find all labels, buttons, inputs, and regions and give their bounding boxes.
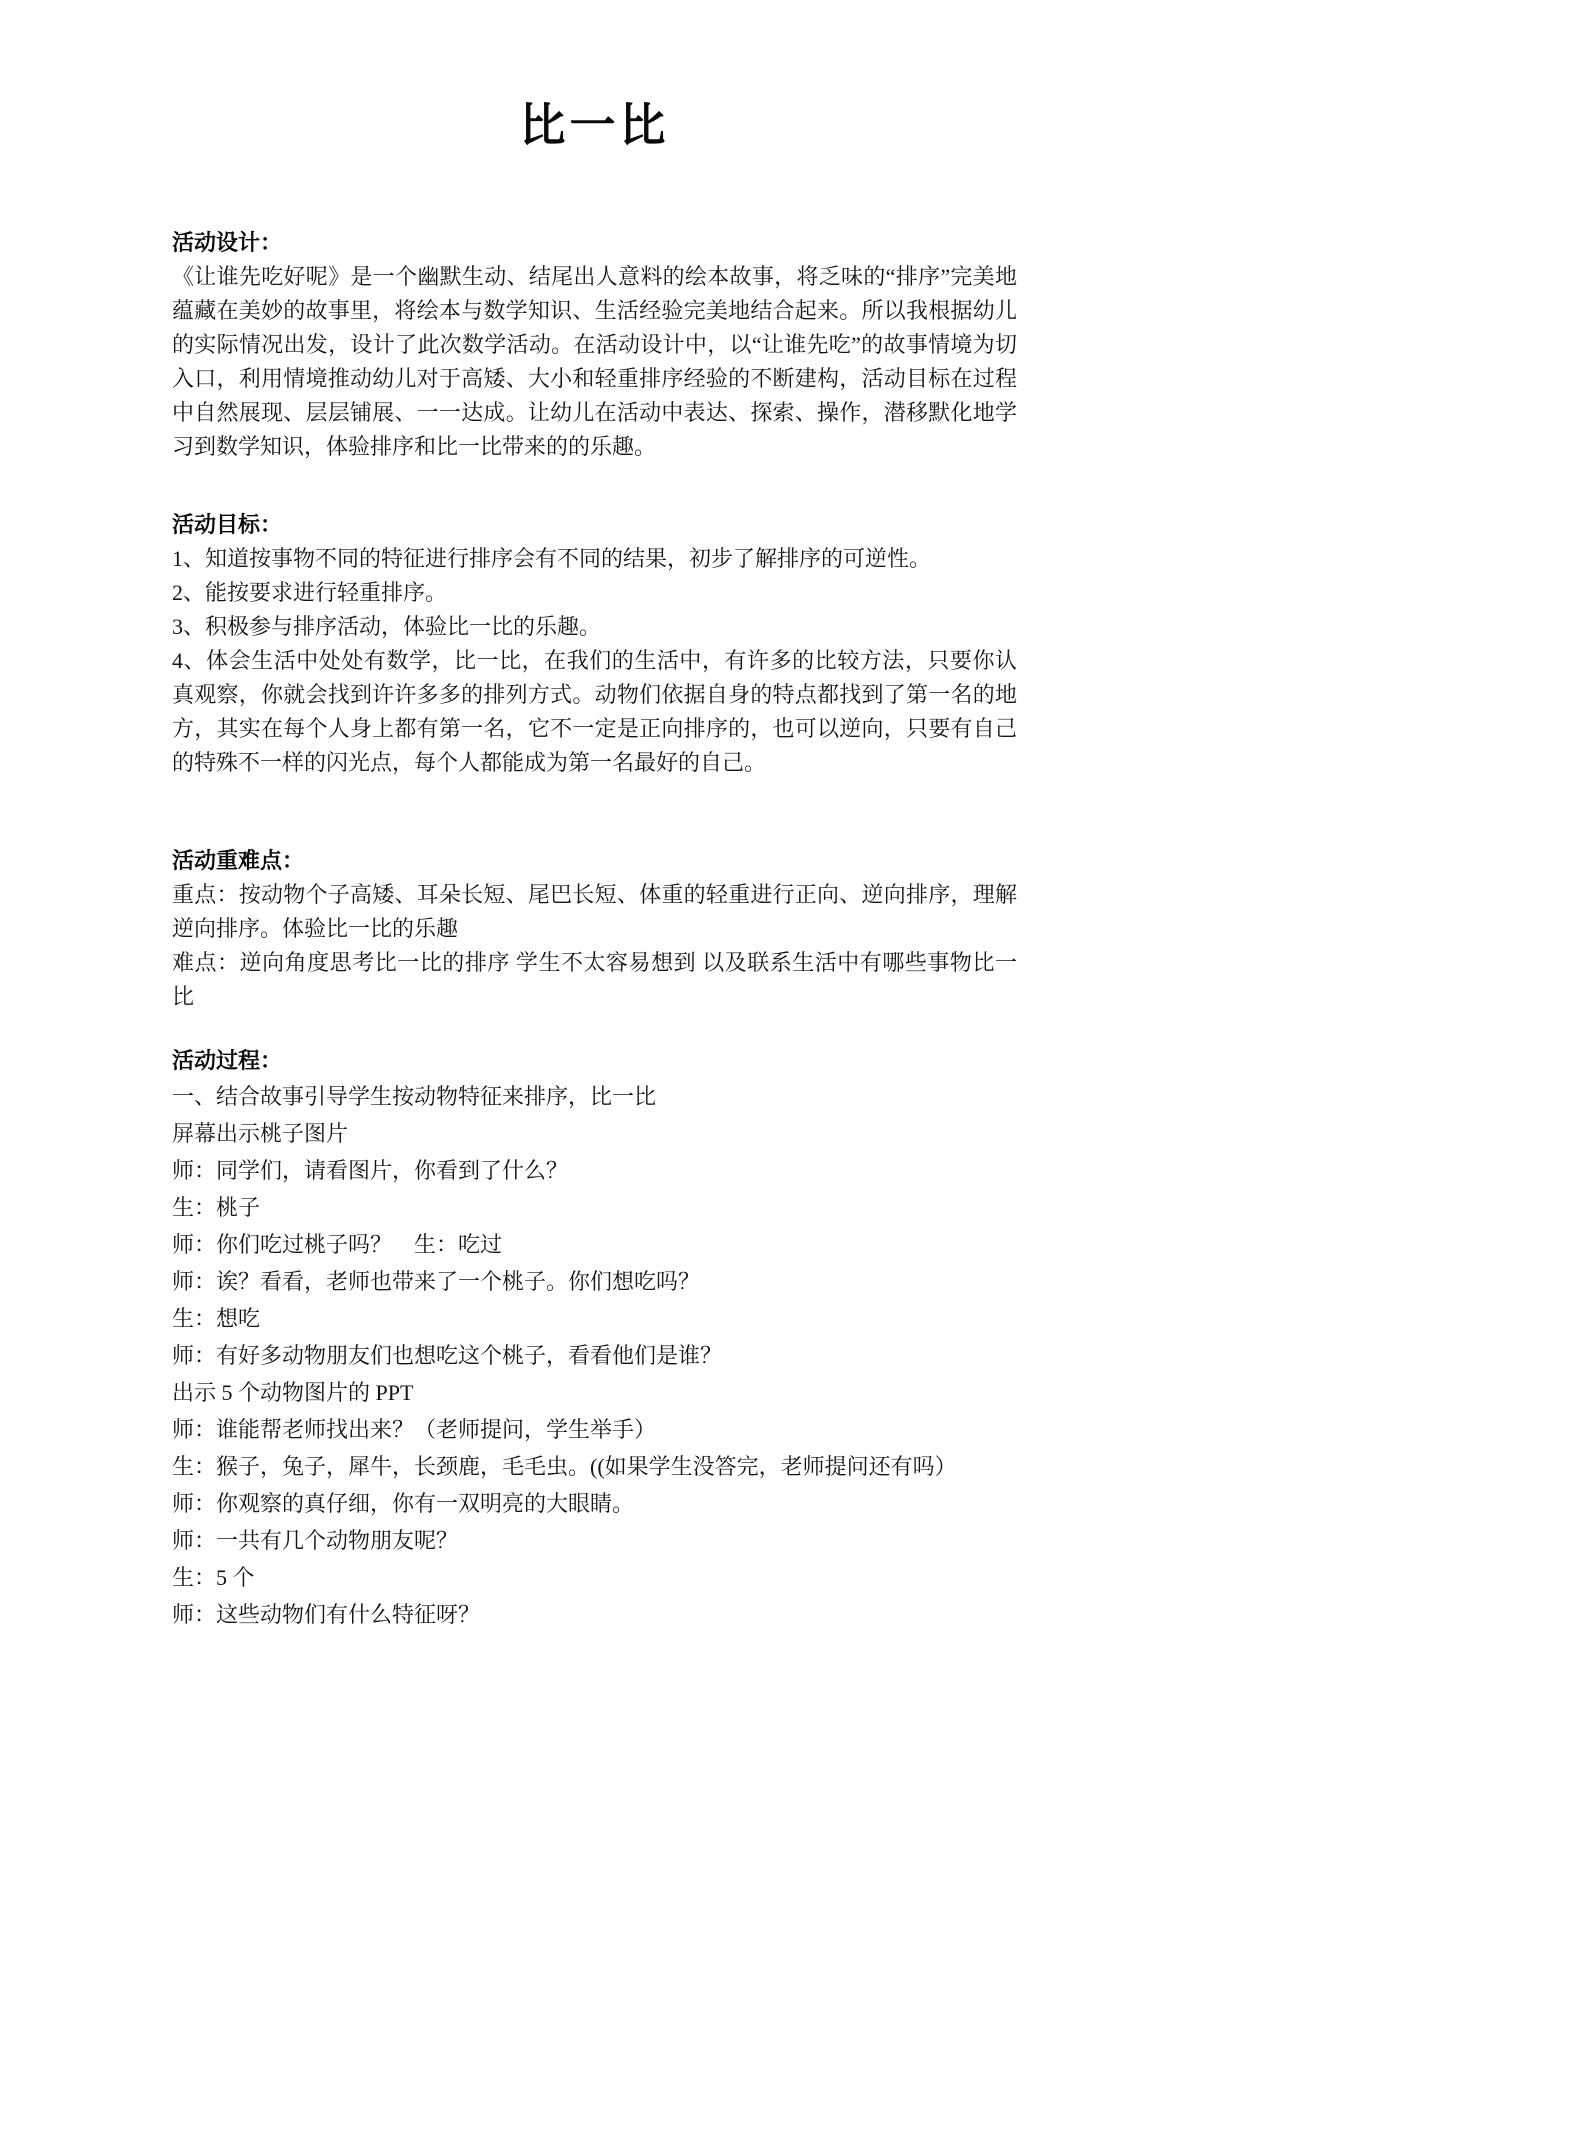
paragraph: 生：想吃 — [172, 1305, 261, 1331]
paragraph: 师：诶？看看，老师也带来了一个桃子。你们想吃吗？ — [172, 1268, 701, 1294]
paragraph: 师：一共有几个动物朋友呢？ — [172, 1527, 459, 1553]
document-title: 比一比 — [519, 100, 670, 151]
document-content — [172, 0, 1017, 1633]
paragraph: 生：桃子 — [172, 1194, 261, 1220]
section-key-difficult-points — [172, 844, 1017, 1014]
section-heading: 活动目标： — [172, 511, 283, 537]
paragraph: 生：5 个 — [172, 1564, 255, 1590]
paragraph: 2、能按要求进行轻重排序。 — [172, 579, 448, 605]
document-sections — [172, 226, 1017, 1633]
paragraph: 师：同学们，请看图片，你看到了什么？ — [172, 1157, 569, 1183]
paragraph: 师：你观察的真仔细，你有一双明亮的大眼睛。 — [172, 1490, 635, 1516]
paragraph: 师：你们吃过桃子吗？ 生：吃过 — [172, 1231, 503, 1257]
paragraph: 3、积极参与排序活动，体验比一比的乐趣。 — [172, 613, 602, 639]
section-activity-process — [172, 1044, 1017, 1633]
paragraph: 重点：按动物个子高矮、耳朵长短、尾巴长短、体重的轻重进行正向、逆向排序，理解逆向排序。体验比一比的乐趣 — [172, 881, 1017, 941]
paragraph: 难点：逆向角度思考比一比的排序 学生不太容易想到 以及联系生活中有哪些事物比一比 — [172, 949, 1017, 1009]
paragraph: 屏幕出示桃子图片 — [172, 1120, 349, 1146]
paragraph: 师：谁能帮老师找出来？（老师提问，学生举手） — [172, 1416, 657, 1442]
section-heading: 活动重难点： — [172, 847, 305, 873]
paragraph: 师：这些动物们有什么特征呀？ — [172, 1601, 481, 1627]
section-heading: 活动设计： — [172, 229, 283, 255]
paragraph: 出示 5 个动物图片的 PPT — [172, 1379, 414, 1405]
paragraph: 1、知道按事物不同的特征进行排序会有不同的结果，初步了解排序的可逆性。 — [172, 545, 932, 571]
section-heading: 活动过程： — [172, 1047, 283, 1073]
paragraph: 一、结合故事引导学生按动物特征来排序，比一比 — [172, 1083, 657, 1109]
paragraph: 师：有好多动物朋友们也想吃这个桃子，看看他们是谁？ — [172, 1342, 723, 1368]
section-activity-design — [172, 226, 1017, 464]
section-activity-goals — [172, 508, 1017, 780]
paragraph: 生：猴子，兔子，犀牛，长颈鹿，毛毛虫。((如果学生没答完，老师提问还有吗） — [172, 1453, 957, 1479]
paragraph: 《让谁先吃好呢》是一个幽默生动、结尾出人意料的绘本故事，将乏味的“排序”完美地蕴藏在美妙的故事里，将绘本与数学知识、生活经验完美地结合起来。所以我根据幼儿的实际情况出发，设计了此次数学活动。在活动设计中，以“让谁先吃”的故事情境为切入口，利用情境推动幼儿对于高矮、大小和轻重排序经验的不断建构，活动目标在过程中自然展现、层层铺展、一一达成。让幼儿在活动中表达、探索、操作，潜移默化地学习到数学知识，体验排序和比一比带来的的乐趣。 — [172, 263, 1017, 459]
paragraph: 4、体会生活中处处有数学，比一比，在我们的生活中，有许多的比较方法，只要你认真观察，你就会找到许许多多的排列方式。动物们依据自身的特点都找到了第一名的地方，其实在每个人身上都有第一名，它不一定是正向排序的，也可以逆向，只要有自己的特殊不一样的闪光点，每个人都能成为第一名最好的自己。 — [172, 647, 1017, 775]
